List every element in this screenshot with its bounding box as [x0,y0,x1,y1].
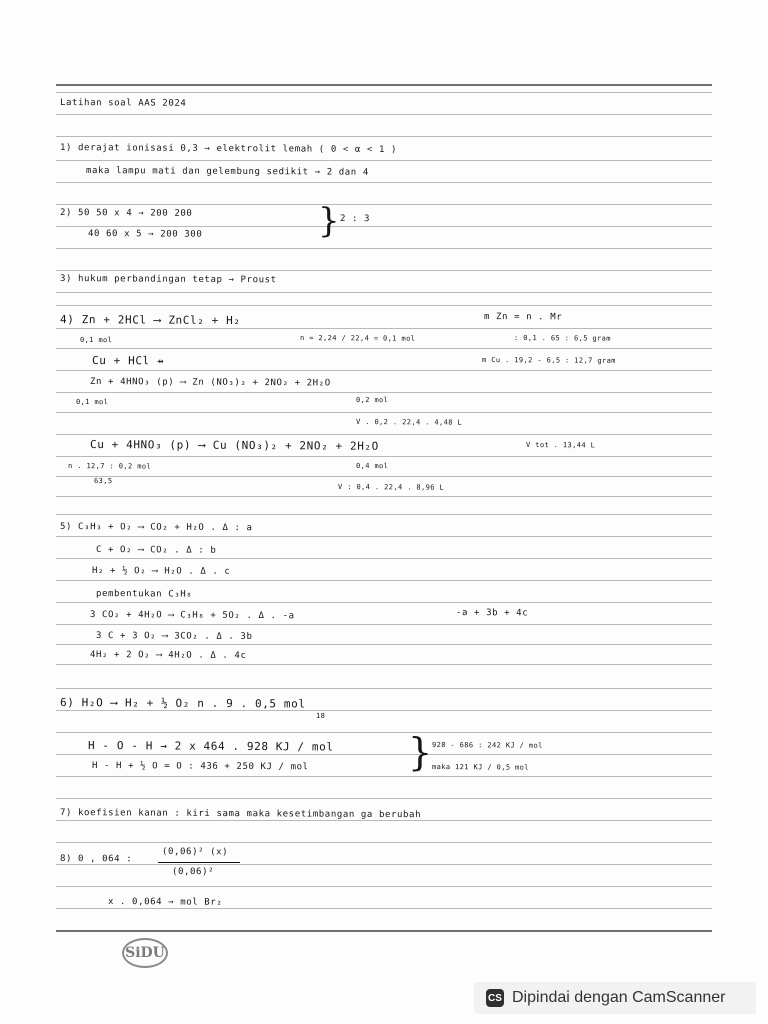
q8-result: x . 0,064 → mol Br₂ [107,897,223,908]
q2-ratio: 2 : 3 [339,214,371,225]
q4-mass-cu: m Cu . 19,2 - 6,5 : 12,7 gram [481,356,616,365]
q4-mol-no2-2: 0,4 mol [355,462,389,471]
ruled-line [56,248,712,249]
ruled-line [56,270,712,271]
q4-equation-4: Cu + 4HNO₃ (p) ⟶ Cu (NO₃)₂ + 2NO₂ + 2H₂O [89,438,379,453]
q4-n-cu: n . 12,7 : 0,2 mol [67,462,152,471]
ruled-line [56,886,712,887]
q6-bond-1: H - O - H → 2 x 464 . 928 KJ / mol [87,739,334,754]
q5-equation-4: 3 CO₂ + 4H₂O ⟶ C₃H₈ + 5O₂ . Δ . -a [89,610,295,622]
ruled-line [56,114,712,115]
ruled-line [56,292,712,293]
camscanner-text: Dipindai dengan CamScanner [512,989,726,1006]
q7-line: 7) koefisien kanan : kiri sama maka kesetimbangan ga berubah [59,808,422,821]
q5-equation-1: 5) C₃H₃ + O₂ ⟶ CO₂ + H₂O . Δ : a [59,522,253,534]
q3-line: 3) hukum perbandingan tetap → Proust [59,274,277,286]
q4-mass-formula: m Zn = n . Mr [483,312,563,323]
ruled-line [56,370,712,371]
q4-equation-2: Cu + HCl ⇸ [91,354,165,368]
camscanner-icon: CS [486,989,504,1007]
q6-bond-2: H - H + ½ O = O : 436 + 250 KJ / mol [91,761,309,773]
ruled-line [56,305,712,306]
ruled-line [56,688,712,689]
ruled-line [56,496,712,497]
q4-mass-zn: : 0,1 . 65 : 6,5 gram [513,334,611,343]
ruled-line [56,136,712,137]
q6-equation: 6) H₂O ⟶ H₂ + ½ O₂ n . 9 . 0,5 mol [59,696,306,711]
q4-mol-no2: 0,2 mol [355,396,389,405]
ruled-line [56,754,712,755]
q1-line-2: maka lampu mati dan gelembung sedikit → 2 dan 4 [85,166,369,178]
ruled-line [56,710,712,711]
ruled-line [56,558,712,559]
q8-numerator: (0,06)² (x) [161,847,229,858]
page-title: Latihan soal AAS 2024 [59,98,187,109]
ruled-line [56,514,712,515]
ruled-line [56,412,712,413]
q5-equation-3: H₂ + ½ O₂ ⟶ H₂O . Δ . c [91,566,231,577]
ruled-line [56,226,712,227]
curly-brace-icon: } [408,730,433,774]
ruled-line [56,160,712,161]
ruled-line [56,776,712,777]
ruled-line [56,798,712,799]
q6-mr: 18 [315,712,326,721]
curly-brace-icon: } [318,201,340,241]
ruled-line [56,624,712,625]
ruled-line [56,348,712,349]
q4-total-volume: V tot . 13,44 L [525,441,596,450]
ruled-line [56,864,712,865]
q6-calc-1: 928 - 686 : 242 KJ / mol [431,741,543,750]
ruled-line [56,204,712,205]
q4-equation-1: 4) Zn + 2HCl ⟶ ZnCl₂ + H₂ [59,313,241,328]
ruled-line [56,602,712,603]
ruled-line [56,536,712,537]
ruled-line [56,820,712,821]
q4-equation-3: Zn + 4HNO₃ (p) ⟶ Zn (NO₃)₂ + 2NO₂ + 2H₂O [89,377,331,389]
q5-equation-5: 3 C + 3 O₂ ⟶ 3CO₂ . Δ . 3b [95,631,253,642]
ruled-line [56,392,712,393]
q4-mol-zn-2: 0,1 mol [75,398,109,407]
ruled-line [56,732,712,733]
q8-lhs: 8) 0 , 064 : [59,854,133,865]
q4-volume-2: V : 0,4 . 22,4 . 8,96 L [337,483,445,492]
ruled-line [56,580,712,581]
q5-heading: pembentukan C₃H₈ [95,589,193,600]
ruled-line [56,92,712,93]
notebook-logo: SiDU [122,938,168,968]
ruled-line [56,456,712,457]
ruled-line [56,476,712,477]
q4-volume-1: V . 0,2 . 22,4 . 4,48 L [355,418,463,427]
q1-line-1: 1) derajat ionisasi 0,3 → elektrolit lemah ( 0 < α < 1 ) [59,143,398,156]
ruled-line [56,182,712,183]
ruled-line [56,84,712,86]
ruled-line [56,930,712,932]
ruled-line [56,842,712,843]
q2-row-2: 40 60 x 5 → 200 300 [87,229,203,240]
q5-sum: -a + 3b + 4c [455,608,529,619]
q4-mr-cu: 63,5 [93,477,113,486]
q5-equation-6: 4H₂ + 2 O₂ ⟶ 4H₂O . Δ . 4c [89,650,247,661]
ruled-line [56,644,712,645]
ruled-line [56,664,712,665]
q8-denominator: (0,06)² [171,867,215,878]
fraction-bar [158,862,240,863]
ruled-line [56,328,712,329]
q4-mol-zn: 0,1 mol [79,336,113,345]
ruled-line [56,908,712,909]
ruled-line [56,434,712,435]
q4-n-h2: n = 2,24 / 22,4 = 0,1 mol [299,334,416,343]
q5-equation-2: C + O₂ ⟶ CO₂ . Δ : b [95,545,217,556]
camscanner-watermark [474,982,756,1014]
q6-calc-2: maka 121 KJ / 0,5 mol [431,763,529,772]
q2-row-1: 2) 50 50 x 4 → 200 200 [59,208,193,219]
